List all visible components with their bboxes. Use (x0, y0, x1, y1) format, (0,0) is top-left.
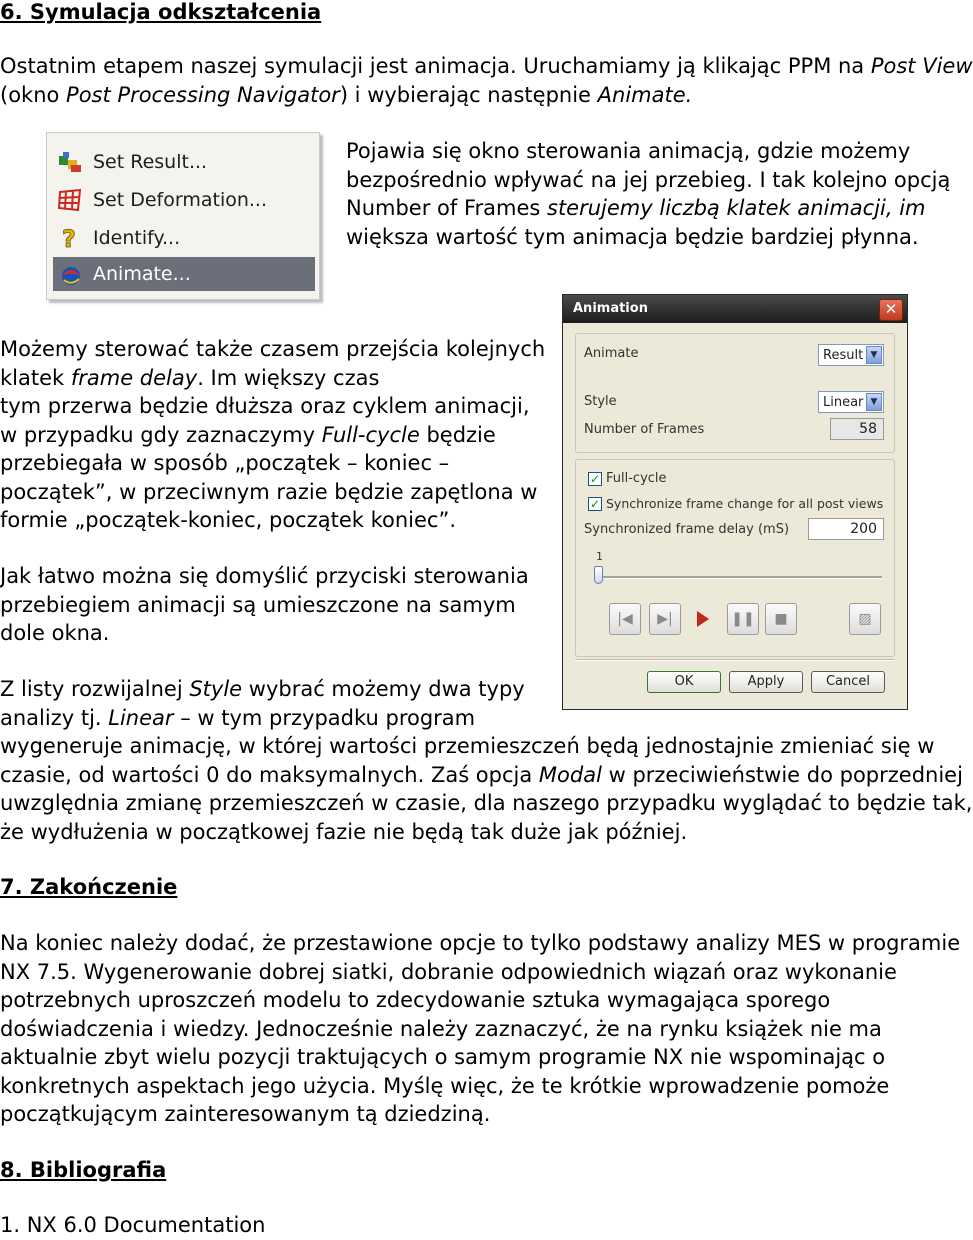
text-line (0, 929, 960, 958)
capture-button[interactable] (849, 603, 881, 635)
full-cycle-label: Full-cycle (606, 471, 667, 486)
text-line (0, 986, 960, 1015)
text-run: tym przerwa będzie dłuższa oraz cyklem animacji, (0, 394, 530, 418)
bibliography-item: 1. NX 6.0 Documentation (0, 1213, 266, 1237)
set-result-icon (57, 150, 83, 174)
text-line (0, 1015, 960, 1044)
text-run: dole okna. (0, 621, 110, 645)
close-icon[interactable]: ✕ (879, 299, 903, 321)
text-line (0, 761, 972, 790)
text-run: przebiegiem animacji są umieszczone na samym (0, 592, 516, 617)
text-line (0, 1100, 960, 1129)
full-cycle-checkbox[interactable]: ✓ (589, 472, 601, 486)
text-run: w przypadku gdy zaznaczymy (0, 422, 322, 447)
dialog-title: Animation (563, 295, 907, 323)
section-6-heading: 6. Symulacja odkształcenia (0, 0, 322, 24)
text-run: czasie, od wartości 0 do maksymalnych. Zaś opcja (0, 762, 539, 787)
animate-settings-group (575, 333, 895, 453)
text-run: w przeciwieństwie do poprzedniej (601, 762, 963, 787)
play-icon[interactable] (697, 611, 709, 627)
text-run: początek”, w przeciwnym razie będzie zapętlona w (0, 479, 538, 504)
next-frame-button[interactable] (649, 603, 681, 635)
section-7-heading: 7. Zakończenie (0, 875, 178, 899)
apply-button[interactable]: Apply (729, 671, 803, 693)
text-line (0, 421, 545, 450)
text-line (0, 732, 972, 761)
italic-term: Linear (108, 705, 174, 730)
section-8-heading: 8. Bibliografia (0, 1158, 167, 1182)
text-line (0, 1043, 960, 1072)
italic-term: Modal (538, 762, 602, 787)
stop-button[interactable] (765, 603, 797, 635)
text-line (0, 789, 972, 818)
menu-item-label: Set Result... (93, 151, 208, 173)
text-line (346, 166, 950, 195)
divider (575, 659, 895, 661)
text-run: wybrać możemy dwa typy (242, 677, 525, 701)
pause-button[interactable] (727, 603, 759, 635)
animate-select-value: Result (823, 348, 864, 363)
text-run: uwzględnia zmianę przemieszczeń w czasie, dla naszego przypadku wyglądać to będzie tak, (0, 791, 973, 815)
text-run: . Im większy czas (197, 365, 380, 390)
text-run: przebiegała w sposób „początek – koniec – (0, 451, 450, 475)
set-deformation-icon (57, 188, 83, 212)
text-run: analizy tj. (0, 705, 109, 730)
context-menu (46, 132, 320, 300)
slider-thumb[interactable] (594, 566, 603, 584)
frames-field[interactable]: 58 (830, 418, 884, 440)
menu-item-set-result[interactable] (53, 145, 315, 179)
delay-field[interactable]: 200 (808, 518, 884, 540)
identify-icon (57, 225, 83, 253)
chevron-down-icon: ▼ (866, 346, 882, 364)
conclusion-paragraph (0, 929, 960, 1129)
text-line (346, 223, 950, 252)
text-line (0, 478, 545, 507)
text-run: Na koniec należy dodać, że przestawione opcje to tylko podstawy analizy MES w programie (0, 931, 961, 955)
text-line (346, 137, 950, 166)
text-run: bezpośrednio wpływać na jej przebieg. I tak kolejno opcją (346, 167, 951, 192)
text-line (0, 364, 545, 393)
text-line (0, 52, 973, 81)
text-run: że wydłużenia w początkowej fazie nie będą tak duże jak później. (0, 819, 688, 844)
text-line (346, 194, 950, 223)
animate-icon (57, 262, 83, 286)
delay-label: Synchronized frame delay (mS) (584, 522, 790, 537)
text-line (0, 392, 545, 421)
text-line (0, 81, 973, 110)
italic-term: Animate. (597, 82, 693, 107)
pause-icon: ❚❚ (731, 611, 755, 627)
text-run: większa wartość tym animacja będzie bardziej płynna. (346, 224, 919, 249)
menu-item-set-deformation[interactable] (53, 183, 315, 217)
sync-label: Synchronize frame change for all post views (606, 496, 884, 511)
ok-button[interactable]: OK (647, 671, 721, 693)
italic-term: Full-cycle (321, 422, 420, 447)
controls-paragraph (0, 562, 529, 648)
chevron-down-icon: ▼ (866, 393, 882, 411)
text-run: klatek (0, 365, 71, 390)
text-run: NX 7.5. Wygenerowanie dobrej siatki, dobranie odpowiednich wiązań oraz wykonanie (0, 959, 897, 984)
text-run: Możemy sterować także czasem przejścia kolejnych (0, 337, 546, 361)
text-line (0, 506, 545, 535)
skip-back-icon: |◀ (617, 611, 633, 627)
svg-text:?: ? (62, 225, 76, 253)
text-run: będzie (419, 422, 496, 447)
text-run: Ostatnim etapem naszej symulacji jest animacja. Uruchamiamy ją klikając PPM na (0, 54, 871, 78)
style-label: Style (584, 394, 617, 409)
text-run: Number of Frames (346, 196, 541, 220)
text-run: początkującym zainteresowanym tą dziedziną. (0, 1102, 491, 1126)
menu-item-label: Set Deformation... (93, 189, 268, 211)
text-run: formie „początek-koniec, początek koniec”. (0, 508, 457, 532)
frame-delay-paragraph (0, 335, 545, 535)
menu-item-animate[interactable] (53, 257, 315, 291)
text-run: Z listy rozwijalnej (0, 677, 190, 701)
text-line (0, 591, 529, 620)
sync-checkbox[interactable]: ✓ (589, 497, 601, 511)
text-line (0, 619, 529, 648)
menu-item-identify[interactable] (53, 221, 315, 255)
text-line (0, 335, 545, 364)
style-select-value: Linear (823, 395, 864, 410)
right-paragraph (346, 137, 950, 251)
menu-item-label: Animate... (93, 263, 191, 285)
text-run: Pojawia się okno sterowania animacją, gdzie możemy (346, 139, 911, 163)
animation-dialog (562, 294, 908, 710)
italic-term: Style (189, 677, 243, 701)
text-run: – w tym przypadku program (173, 705, 476, 730)
slider-track (596, 576, 882, 579)
image-icon: ▨ (858, 611, 872, 627)
text-run: Jak łatwo można się domyślić przyciski sterowania (0, 564, 529, 588)
animate-label: Animate (584, 346, 639, 361)
stop-icon: ■ (774, 611, 788, 627)
frames-label: Number of Frames (584, 422, 705, 437)
italic-term: Post Processing Navigator (66, 82, 340, 107)
text-run: (okno (0, 82, 67, 107)
slider-value-label: 1 (596, 550, 603, 563)
text-line (0, 958, 960, 987)
style-select[interactable] (818, 391, 884, 413)
intro-paragraph (0, 52, 973, 109)
text-run: ) i wybierając następnie (339, 82, 598, 107)
text-run: aktualnie zbyt wielu pozycji traktujących o samym programie NX nie wspominając o (0, 1045, 886, 1069)
cancel-button[interactable]: Cancel (811, 671, 885, 693)
italic-term: frame delay (70, 365, 198, 390)
text-line (0, 818, 972, 847)
menu-item-label: Identify... (93, 227, 181, 249)
text-run: potrzebnych uproszczeń modelu to zdecydowanie sztuka wymagająca sporego (0, 988, 831, 1012)
italic-term: sterujemy liczbą klatek animacji, im (540, 196, 926, 220)
text-line (0, 562, 529, 591)
text-run: doświadczenia i wiedzy. Jednocześnie należy zaznaczyć, że na rynku książek nie ma (0, 1016, 882, 1041)
previous-frame-button[interactable] (609, 603, 641, 635)
text-run: konkretnych aspektach jego użycia. Myślę więc, że te krótkie wprowadzenie pomoże (0, 1073, 890, 1098)
animate-select[interactable] (818, 344, 884, 366)
skip-forward-icon: ▶| (657, 611, 673, 627)
text-line (0, 1072, 960, 1101)
italic-term: Post View (870, 54, 973, 78)
text-line (0, 449, 545, 478)
text-run: wygeneruje animację, w której wartości przemieszczeń będą jednostajnie zmieniać się w (0, 734, 935, 758)
